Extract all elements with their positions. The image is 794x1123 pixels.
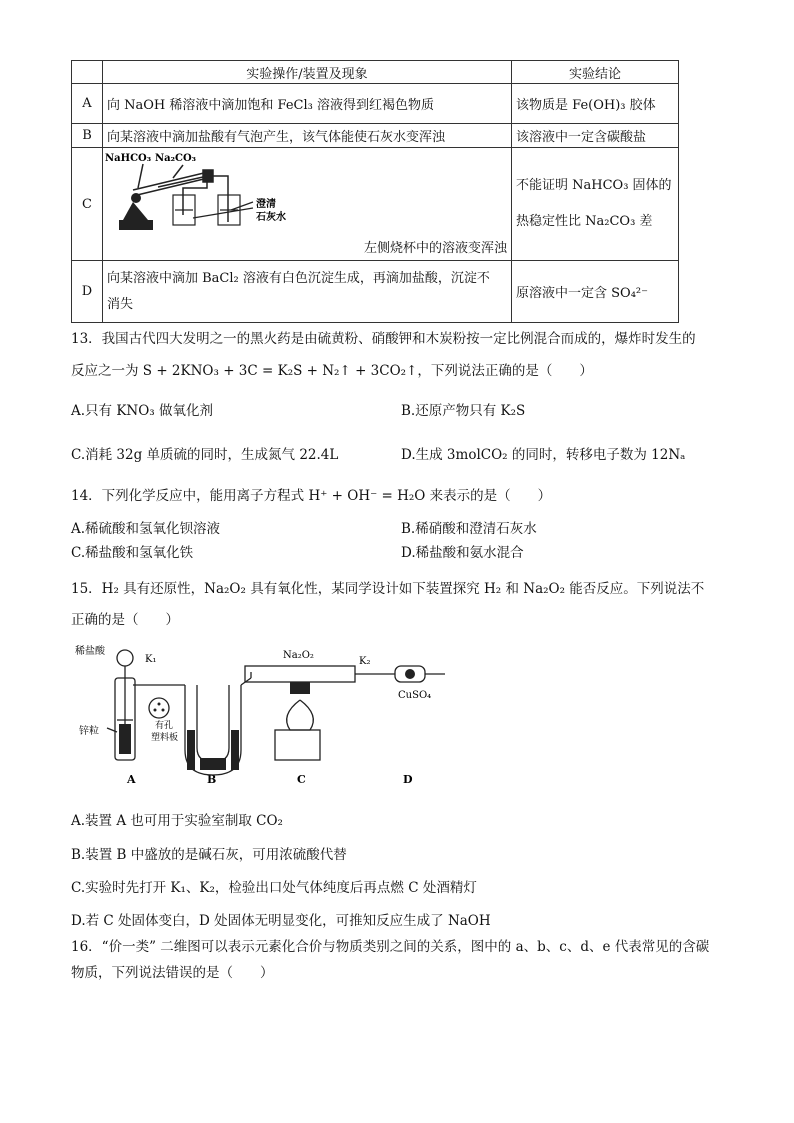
row-conclusion-line2: 热稳定性比 Na₂CO₃ 差 bbox=[516, 214, 653, 229]
q15-stem-line2: 正确的是（ ） bbox=[71, 612, 179, 628]
q15-stem-line1: 15．H₂ 具有还原性，Na₂O₂ 具有氧化性，某同学设计如下装置探究 H₂ 和 Na₂O₂ 能否反应。下列说法不 bbox=[71, 581, 705, 597]
q13-option-c: C.消耗 32g 单质硫的同时，生成氮气 22.4L bbox=[71, 447, 339, 463]
fig-cuso4-label: CuSO₄ bbox=[398, 690, 432, 701]
row-label: B bbox=[72, 124, 103, 148]
table-row bbox=[72, 124, 679, 148]
row-label: D bbox=[72, 261, 103, 323]
q14-option-c: C.稀盐酸和氢氧化铁 bbox=[71, 545, 194, 561]
limewater-label: 石灰水 bbox=[256, 212, 286, 223]
fig-acid-label: 稀盐酸 bbox=[75, 646, 105, 657]
q15-option-d: D.若 C 处固体变白，D 处固体无明显变化，可推知反应生成了 NaOH bbox=[71, 913, 491, 929]
na2co3-label: Na₂CO₃ bbox=[155, 153, 197, 164]
q13-stem-line1: 13．我国古代四大发明之一的黑火药是由硫黄粉、硝酸钾和木炭粉按一定比例混合而成的，爆炸时发生的 bbox=[71, 331, 696, 347]
fig-k1-label: K₁ bbox=[145, 654, 157, 665]
q13-option-a: A.只有 KNO₃ 做氧化剂 bbox=[71, 403, 214, 419]
fig-plate-label2: 塑料板 bbox=[151, 733, 179, 743]
header-conclusion: 实验结论 bbox=[512, 61, 679, 84]
fig-k2-label: K₂ bbox=[359, 656, 371, 667]
table-row bbox=[72, 261, 679, 323]
q14-stem: 14．下列化学反应中，能用离子方程式 H⁺ + OH⁻ = H₂O 来表示的是（ ） bbox=[71, 488, 552, 504]
clear-label: 澄清 bbox=[256, 199, 276, 210]
row-op-text: 左侧烧杯中的溶液变浑浊 bbox=[363, 241, 507, 256]
row-conclusion bbox=[512, 148, 679, 261]
heating-apparatus-figure bbox=[103, 150, 423, 240]
fig-label-d: D bbox=[403, 773, 413, 786]
row-conclusion: 原溶液中一定含 SO₄²⁻ bbox=[512, 261, 679, 323]
header-op: 实验操作/装置及现象 bbox=[103, 61, 512, 84]
q15-option-a: A.装置 A 也可用于实验室制取 CO₂ bbox=[71, 813, 283, 829]
q14-option-a: A.稀硫酸和氢氧化钡溶液 bbox=[71, 521, 221, 537]
fig-label-c: C bbox=[297, 773, 306, 786]
header-empty bbox=[72, 61, 103, 84]
q16-stem-line2: 物质，下列说法错误的是（ ） bbox=[71, 965, 274, 981]
fig-label-a: A bbox=[127, 773, 136, 786]
row-op bbox=[103, 261, 512, 323]
q14-option-b: B.稀硝酸和澄清石灰水 bbox=[401, 521, 537, 537]
table-header-row bbox=[72, 61, 679, 84]
row-label: C bbox=[72, 148, 103, 261]
row-label: A bbox=[72, 84, 103, 124]
table-row bbox=[72, 84, 679, 124]
nahco3-label: NaHCO₃ bbox=[105, 153, 152, 164]
row-op: 向某溶液中滴加盐酸有气泡产生，该气体能使石灰水变浑浊 bbox=[103, 124, 512, 148]
q13-option-b: B.还原产物只有 K₂S bbox=[401, 403, 526, 419]
fig-zn-label: 锌粒 bbox=[79, 726, 99, 737]
h2-na2o2-apparatus-figure bbox=[75, 640, 455, 790]
row-conclusion: 该物质是 Fe(OH)₃ 胶体 bbox=[512, 84, 679, 124]
q13-stem-line2: 反应之一为 S + 2KNO₃ + 3C = K₂S + N₂↑ + 3CO₂↑，下列说法正确的是（ ） bbox=[71, 363, 593, 379]
row-conclusion: 该溶液中一定含碳酸盐 bbox=[512, 124, 679, 148]
q13-option-d: D.生成 3molCO₂ 的同时，转移电子数为 12Nₐ bbox=[401, 447, 686, 463]
q15-option-c: C.实验时先打开 K₁、K₂，检验出口处气体纯度后再点燃 C 处酒精灯 bbox=[71, 880, 477, 896]
table-row bbox=[72, 148, 679, 261]
q15-option-b: B.装置 B 中盛放的是碱石灰，可用浓硫酸代替 bbox=[71, 847, 347, 863]
experiment-table bbox=[71, 60, 679, 323]
fig-na2o2-label: Na₂O₂ bbox=[283, 650, 314, 661]
fig-label-b: B bbox=[207, 773, 217, 786]
row-conclusion-line1: 不能证明 NaHCO₃ 固体的 bbox=[516, 178, 672, 193]
fig-plate-label1: 有孔 bbox=[155, 721, 174, 731]
q14-option-d: D.稀盐酸和氨水混合 bbox=[401, 545, 524, 561]
row-op-line1: 向某溶液中滴加 BaCl₂ 溶液有白色沉淀生成，再滴加盐酸，沉淀不 bbox=[107, 270, 490, 286]
q16-stem-line1: 16．“价一类” 二维图可以表示元素化合价与物质类别之间的关系，图中的 a、b、c、d、e 代表常见的含碳 bbox=[71, 939, 710, 955]
row-op-line2: 消失 bbox=[107, 296, 134, 312]
row-op-figure bbox=[103, 148, 512, 261]
row-op: 向 NaOH 稀溶液中滴加饱和 FeCl₃ 溶液得到红褐色物质 bbox=[103, 84, 512, 124]
